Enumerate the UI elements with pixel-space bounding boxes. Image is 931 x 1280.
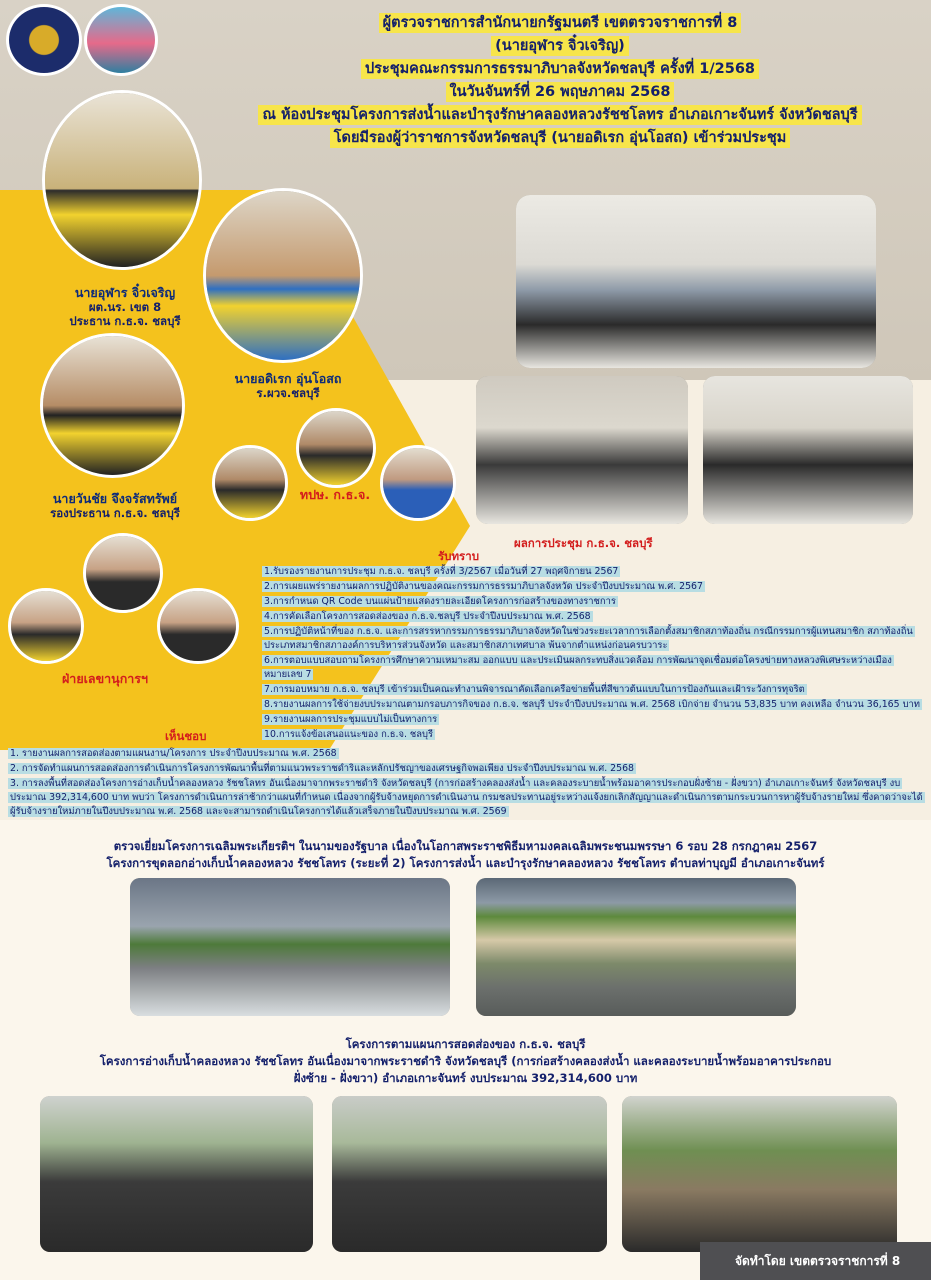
secretariat-photo-3 — [157, 588, 239, 664]
acknowledge-item: 5.การปฏิบัติหน้าที่ของ ก.ธ.จ. และการสรรหากรรมการธรรมาภิบาลจังหวัดในช่วงระยะเวลาการเลือกตั้งสมาชิกสภาท้องถิ่น กรณีกรรมการผู้แทนสมาชิก สภาท้องถิ่น ประเภทสมาชิกสภาองค์การบริหารส่วนจังหวัด และสมาชิกสภาเทศบาล พ้นจากตำแหน่งก่อนครบวาระ — [264, 626, 913, 651]
acknowledge-item: 8.รายงานผลการใช้จ่ายงบประมาณตามกรอบภารกิจของ ก.ธ.จ. ชลบุรี ประจำปีงบประมาณ พ.ศ. 2568 เบิกจ่าย จำนวน 53,835 บาท คงเหลือ จำนวน 36,165 บาท — [264, 699, 920, 710]
meeting-result-label: ผลการประชุม ก.ธ.จ. ชลบุรี — [514, 536, 653, 550]
plan-heading-3: ฝั่งซ้าย - ฝั่งขวา) อำเภอเกาะจันทร์ งบประมาณ 392,314,600 บาท — [293, 1071, 638, 1085]
visit-photo-right — [476, 878, 796, 1016]
footer-credit: จัดทำโดย เขตตรวจราชการที่ 8 — [735, 1254, 901, 1268]
chairman-name: นายอุฬาร จิ๋วเจริญ — [74, 285, 176, 300]
label-vice-chairman — [30, 492, 200, 520]
advisor-photo-2 — [296, 408, 376, 488]
province-seal-logo — [84, 4, 158, 76]
acknowledge-item: 4.การคัดเลือกโครงการสอดส่องของ ก.ธ.จ.ชลบุรี ประจำปีงบประมาณ พ.ศ. 2568 — [264, 611, 591, 622]
site-photo-2 — [332, 1096, 607, 1252]
label-secretariat: ฝ่ายเลขานุการฯ — [61, 671, 149, 686]
advisor-photo-1 — [212, 445, 288, 521]
header-line-1: ผู้ตรวจราชการสำนักนายกรัฐมนตรี เขตตรวจราชการที่ 8 — [379, 13, 742, 33]
approve-item: 3. การลงพื้นที่สอดส่องโครงการอ่างเก็บน้ำคลองหลวง รัชชโลทร อันเนื่องมาจากพระราชดำริ จังหวัดชลบุรี (การก่อสร้างคลองส่งน้ำ และคลองระบายน้ำพร้อมอาคารประกอบฝั่งซ้าย - ฝั่งขวา) อำเภอเกาะจันทร์ จังหวัดชลบุรี งบประมาณ 392,314,600 บาท พบว่า โครงการดำเนินการล่าช้ากว่าแผนที่กำหนด เนื่องจากผู้รับจ้างหยุดการดำเนินงาน กรมชลประทานอยู่ระหว่างแจ้งยกเลิกสัญญาและดำเนินการตามกระบวนการหาผู้รับจ้างรายใหม่ ซึ่งคาดว่าจะได้ผู้รับจ้างรายใหม่ภายในปีงบประมาณ พ.ศ. 2568 และจะสามารถดำเนินโครงการได้แล้วเสร็จภายในปีงบประมาณ พ.ศ. 2569 — [10, 778, 923, 817]
header-line-3: ประชุมคณะกรรมการธรรมาภิบาลจังหวัดชลบุรี ครั้งที่ 1/2568 — [361, 59, 759, 79]
secretariat-photo-2 — [8, 588, 84, 664]
header-line-4: ในวันจันทร์ที่ 26 พฤษภาคม 2568 — [446, 82, 675, 102]
site-photo-1 — [40, 1096, 313, 1252]
meeting-photo-main — [516, 195, 876, 368]
acknowledge-title: รับทราบ — [438, 549, 479, 563]
acknowledge-item: 9.รายงานผลการประชุมแบบไม่เป็นทางการ — [264, 714, 438, 725]
chairman-position: ผต.นร. เขต 8 — [88, 300, 162, 314]
acknowledge-item: 2.การเผยแพร่รายงานผลการปฏิบัติงานของคณะกรรมการธรรมาภิบาลจังหวัด ประจำปีงบประมาณ พ.ศ. 2567 — [264, 581, 703, 592]
portrait-vice-governor — [203, 188, 363, 363]
secretariat-photo-1 — [83, 533, 163, 613]
advisor-photo-3 — [380, 445, 456, 521]
plan-heading-1: โครงการตามแผนการสอดส่องของ ก.ธ.จ. ชลบุรี — [345, 1037, 586, 1051]
acknowledge-item: 1.รับรองรายงานการประชุม ก.ธ.จ. ชลบุรี ครั้งที่ 3/2567 เมื่อวันที่ 27 พฤศจิกายน 2567 — [264, 566, 619, 577]
acknowledge-item: 3.การกำหนด QR Code บนแผ่นป้ายแสดงรายละเอียดโครงการก่อสร้างของทางราชการ — [264, 596, 616, 607]
acknowledge-item: 7.การมอบหมาย ก.ธ.จ. ชลบุรี เข้าร่วมเป็นคณะทำงานพิจารณาคัดเลือกเครือข่ายพื้นที่สีขาวต้นแบบในการป้องกันและเฝ้าระวังการทุจริต — [264, 684, 805, 695]
acknowledge-item: 6.การตอบแบบสอบถามโครงการศึกษาความเหมาะสม ออกแบบ และประเมินผลกระทบสิ่งแวดล้อม การพัฒนาจุดเชื่อมต่อโครงข่ายทางหลวงพิเศษระหว่างเมือง หมายเลข 7 — [264, 655, 892, 680]
approve-title: เห็นชอบ — [165, 729, 207, 743]
vice-chairman-position: รองประธาน ก.ธ.จ. ชลบุรี — [50, 506, 180, 520]
header-title-block — [205, 12, 915, 150]
header-line-5: ณ ห้องประชุมโครงการส่งน้ำและบำรุงรักษาคลองหลวงรัชชโลทร อำเภอเกาะจันทร์ จังหวัดชลบุรี — [258, 105, 861, 125]
vice-governor-name: นายอดิเรก อุ่นโอสถ — [234, 371, 342, 386]
label-chairman — [40, 286, 210, 328]
office-seal-logo — [6, 4, 82, 76]
portrait-chairman — [42, 90, 202, 270]
approve-list — [8, 747, 923, 820]
label-vice-governor — [208, 372, 368, 400]
visit-photo-left — [130, 878, 450, 1016]
meeting-photo-right — [703, 376, 913, 524]
approve-item: 1. รายงานผลการสอดส่องตามแผนงาน/โครงการ ประจำปีงบประมาณ พ.ศ. 2568 — [10, 748, 337, 759]
approve-item: 2. การจัดทำแผนการสอดส่องการดำเนินการโครงการพัฒนาพื้นที่ตามแนวพระราชดำริและหลักปรัชญาของเศรษฐกิจพอเพียง ประจำปีงบประมาณ พ.ศ. 2568 — [10, 763, 635, 774]
label-advisors: ทปษ. ก.ธ.จ. — [299, 487, 371, 502]
vice-governor-position: ร.ผวจ.ชลบุรี — [256, 386, 320, 400]
header-line-6: โดยมีรองผู้ว่าราชการจังหวัดชลบุรี (นายอดิเรก อุ่นโอสถ) เข้าร่วมประชุม — [330, 128, 791, 148]
chairman-role: ประธาน ก.ธ.จ. ชลบุรี — [69, 314, 181, 328]
meeting-photo-left — [476, 376, 688, 524]
visit-heading-1: ตรวจเยี่ยมโครงการเฉลิมพระเกียรติฯ ในนามของรัฐบาล เนื่องในโอกาสพระราชพิธีมหามงคลเฉลิมพระชนมพรรษา 6 รอบ 28 กรกฎาคม 2567 — [113, 839, 818, 853]
vice-chairman-name: นายวันชัย จึงจรัสทรัพย์ — [52, 491, 178, 506]
acknowledge-list — [262, 565, 924, 743]
portrait-vice-chairman — [40, 333, 185, 478]
plan-heading-2: โครงการอ่างเก็บน้ำคลองหลวง รัชชโลทร อันเนื่องมาจากพระราชดำริ จังหวัดชลบุรี (การก่อสร้างคลองส่งน้ำ และคลองระบายน้ำพร้อมอาคารประกอบ — [99, 1054, 832, 1068]
acknowledge-item: 10.การแจ้งข้อเสนอแนะของ ก.ธ.จ. ชลบุรี — [264, 729, 433, 740]
header-line-2: (นายอุฬาร จิ๋วเจริญ) — [491, 36, 629, 56]
site-photo-3 — [622, 1096, 897, 1252]
visit-heading-2: โครงการขุดลอกอ่างเก็บน้ำคลองหลวง รัชชโลทร (ระยะที่ 2) โครงการส่งน้ำ และบำรุงรักษาคลองหลวง รัชชโลทร ตำบลท่าบุญมี อำเภอเกาะจันทร์ — [106, 856, 825, 870]
